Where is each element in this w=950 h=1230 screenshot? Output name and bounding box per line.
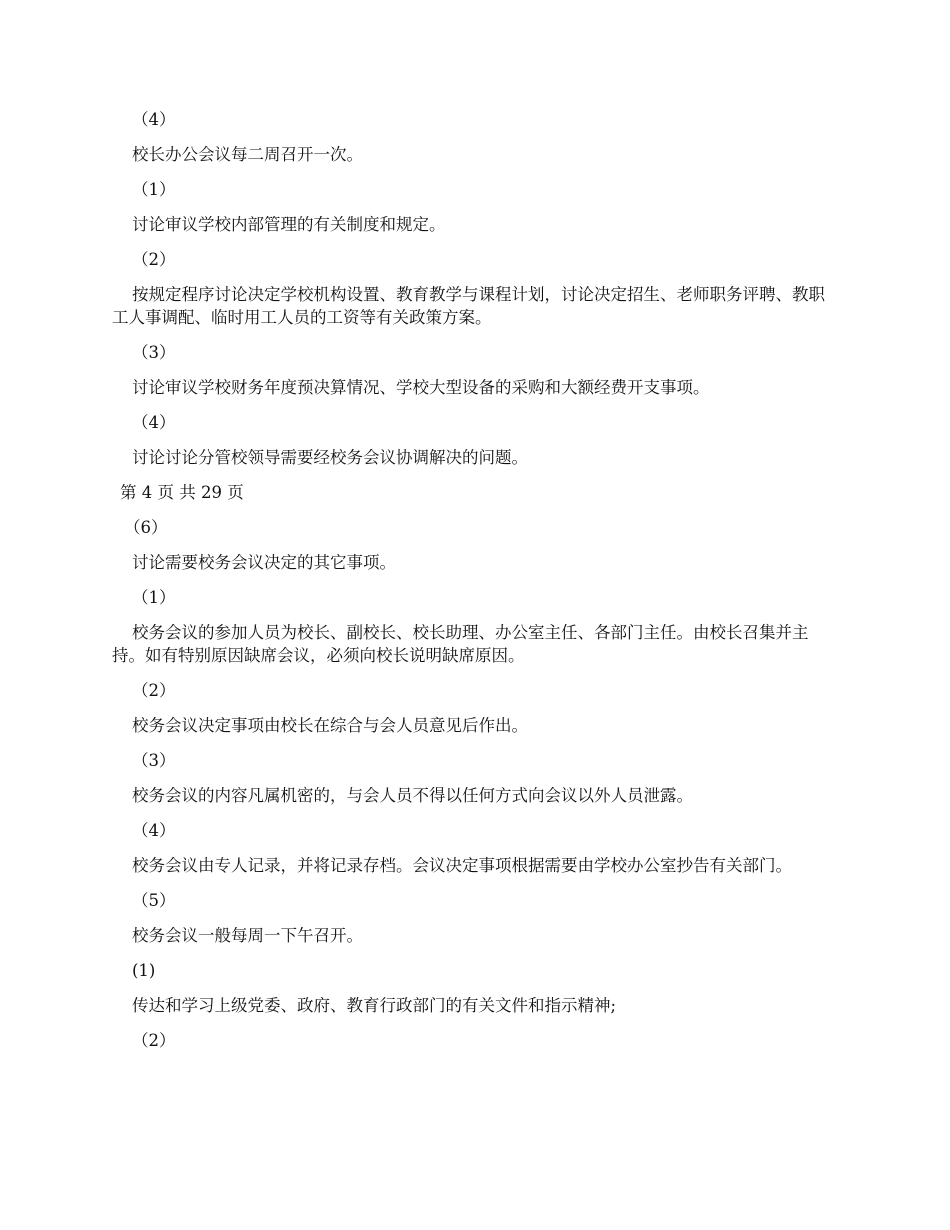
item-number: （2） (132, 250, 176, 269)
item-number: (1) (132, 961, 156, 980)
item-number: （2） (132, 681, 176, 700)
item-number: （2） (132, 1031, 176, 1050)
paragraph: 按规定程序讨论决定学校机构设置、教育教学与课程计划，讨论决定招生、老师职务评聘、教职工人事调配、临时用工人员的工资等有关政策方案。 (112, 285, 825, 327)
paragraph: 校务会议决定事项由校长在综合与会人员意见后作出。 (132, 716, 528, 735)
paragraph: 校长办公会议每二周召开一次。 (132, 145, 363, 164)
item-number: （4） (132, 821, 176, 840)
item-number: （5） (132, 891, 176, 910)
item-number: （1） (132, 588, 176, 607)
paragraph: 讨论讨论分管校领导需要经校务会议协调解决的问题。 (132, 448, 528, 467)
page-footer: 第 4 页 共 29 页 (120, 483, 244, 502)
paragraph: 校务会议的参加人员为校长、副校长、校长助理、办公室主任、各部门主任。由校长召集并主持。如有特别原因缺席会议，必须向校长说明缺席原因。 (112, 623, 809, 665)
paragraph: 校务会议一般每周一下午召开。 (132, 926, 363, 945)
paragraph: 讨论审议学校财务年度预决算情况、学校大型设备的采购和大额经费开支事项。 (132, 378, 710, 397)
item-number: （3） (132, 343, 176, 362)
item-number: （3） (132, 751, 176, 770)
item-number: （4） (132, 110, 176, 129)
item-number: （6） (124, 518, 168, 537)
paragraph: 传达和学习上级党委、政府、教育行政部门的有关文件和指示精神; (132, 996, 617, 1015)
item-number: （1） (132, 180, 176, 199)
item-number: （4） (132, 413, 176, 432)
paragraph: 校务会议的内容凡属机密的，与会人员不得以任何方式向会议以外人员泄露。 (132, 786, 693, 805)
paragraph: 讨论需要校务会议决定的其它事项。 (132, 553, 396, 572)
document-body (112, 108, 840, 1064)
paragraph: 讨论审议学校内部管理的有关制度和规定。 (132, 215, 446, 234)
paragraph: 校务会议由专人记录，并将记录存档。会议决定事项根据需要由学校办公室抄告有关部门。 (132, 856, 792, 875)
